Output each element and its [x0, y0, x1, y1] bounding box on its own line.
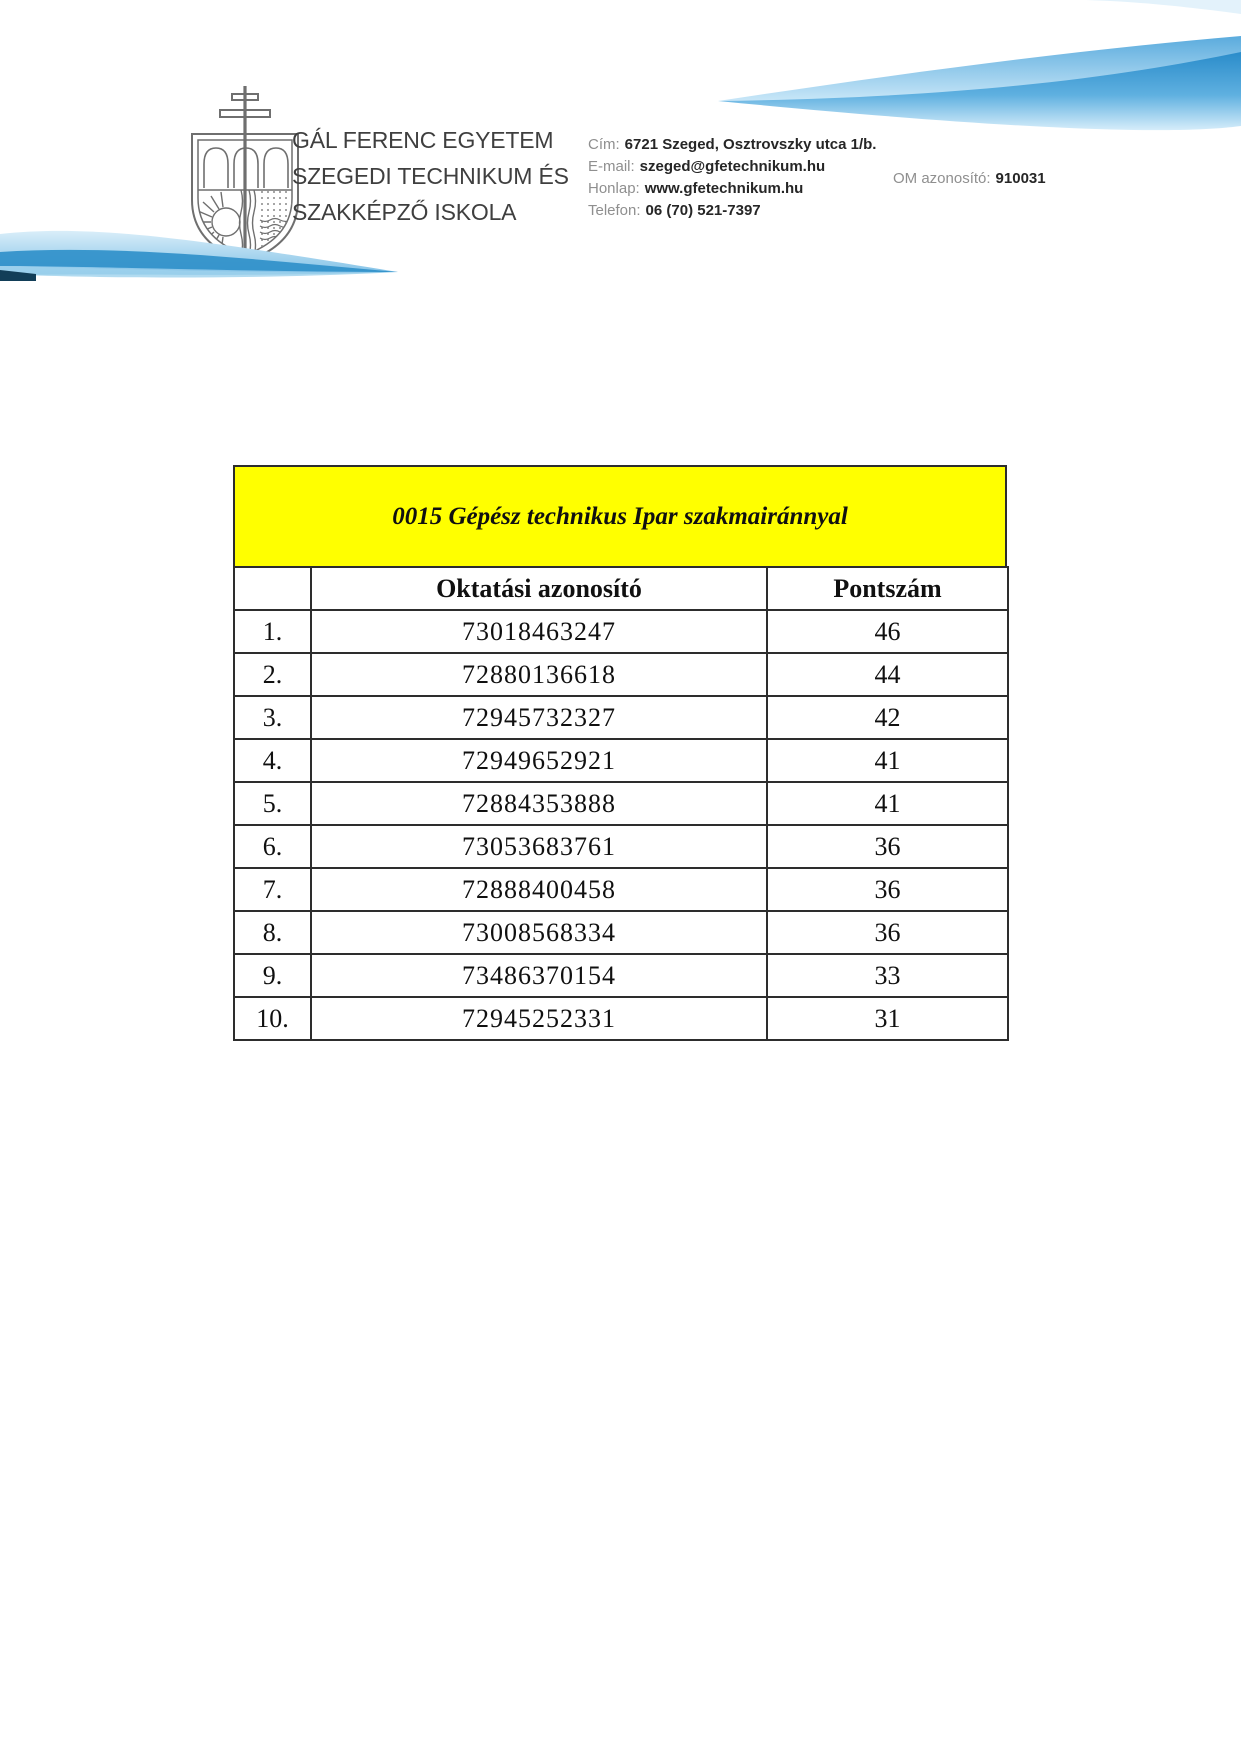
school-name [292, 122, 569, 230]
score-cell: 36 [767, 825, 1008, 868]
score-cell: 41 [767, 782, 1008, 825]
contact-value: 6721 Szeged, Osztrovszky utca 1/b. [624, 136, 877, 153]
contact-line [588, 134, 876, 156]
rank-cell: 3. [234, 696, 311, 739]
score-cell: 31 [767, 997, 1008, 1040]
om-id [893, 170, 1046, 187]
contact-value: 06 (70) 521-7397 [645, 202, 761, 219]
rank-cell: 9. [234, 954, 311, 997]
swoosh-graphic-left [0, 222, 400, 284]
contact-label: Cím: [588, 136, 620, 153]
contact-label: Honlap: [588, 180, 640, 197]
score-cell: 41 [767, 739, 1008, 782]
column-header-score: Pontszám [767, 567, 1008, 610]
table-row [234, 610, 1008, 653]
score-cell: 42 [767, 696, 1008, 739]
id-cell: 73018463247 [311, 610, 767, 653]
id-cell: 73008568334 [311, 911, 767, 954]
column-header-rank [234, 567, 311, 610]
results-tbody [234, 610, 1008, 1040]
table-row [234, 739, 1008, 782]
school-name-line: GÁL FERENC EGYETEM [292, 127, 554, 153]
rank-cell: 10. [234, 997, 311, 1040]
table-row [234, 954, 1008, 997]
id-cell: 72945732327 [311, 696, 767, 739]
table-row [234, 825, 1008, 868]
rank-cell: 5. [234, 782, 311, 825]
table-row [234, 911, 1008, 954]
id-cell: 73486370154 [311, 954, 767, 997]
score-cell: 36 [767, 868, 1008, 911]
id-cell: 72949652921 [311, 739, 767, 782]
rank-cell: 2. [234, 653, 311, 696]
id-cell: 72880136618 [311, 653, 767, 696]
score-cell: 46 [767, 610, 1008, 653]
om-value: 910031 [995, 170, 1046, 187]
table-row [234, 868, 1008, 911]
table-row [234, 653, 1008, 696]
score-cell: 44 [767, 653, 1008, 696]
contact-line [588, 178, 876, 200]
contact-block [588, 134, 876, 222]
program-title: 0015 Gépész technikus Ipar szakmairánnyal [392, 502, 848, 530]
rank-cell: 4. [234, 739, 311, 782]
contact-label: E-mail: [588, 158, 635, 175]
om-label: OM azonosító: [893, 170, 991, 187]
rank-cell: 8. [234, 911, 311, 954]
id-cell: 73053683761 [311, 825, 767, 868]
table-row [234, 696, 1008, 739]
contact-value: szeged@gfetechnikum.hu [639, 158, 826, 175]
contact-line [588, 156, 876, 178]
rank-cell: 7. [234, 868, 311, 911]
rank-cell: 1. [234, 610, 311, 653]
contact-label: Telefon: [588, 202, 641, 219]
table-row [234, 997, 1008, 1040]
header-row [234, 567, 1008, 610]
score-cell: 33 [767, 954, 1008, 997]
column-header-id: Oktatási azonosító [311, 567, 767, 610]
school-name-line: SZEGEDI TECHNIKUM ÉS [292, 163, 569, 189]
id-cell: 72888400458 [311, 868, 767, 911]
score-cell: 36 [767, 911, 1008, 954]
contact-line [588, 200, 876, 222]
id-cell: 72945252331 [311, 997, 767, 1040]
id-cell: 72884353888 [311, 782, 767, 825]
rank-cell: 6. [234, 825, 311, 868]
program-title-box [233, 465, 1007, 568]
results-table [233, 566, 1009, 1041]
contact-value: www.gfetechnikum.hu [644, 180, 804, 197]
school-name-line: SZAKKÉPZŐ ISKOLA [292, 199, 517, 225]
table-row [234, 782, 1008, 825]
swoosh-graphic-top [666, 0, 1241, 150]
results-section [233, 465, 1007, 1041]
